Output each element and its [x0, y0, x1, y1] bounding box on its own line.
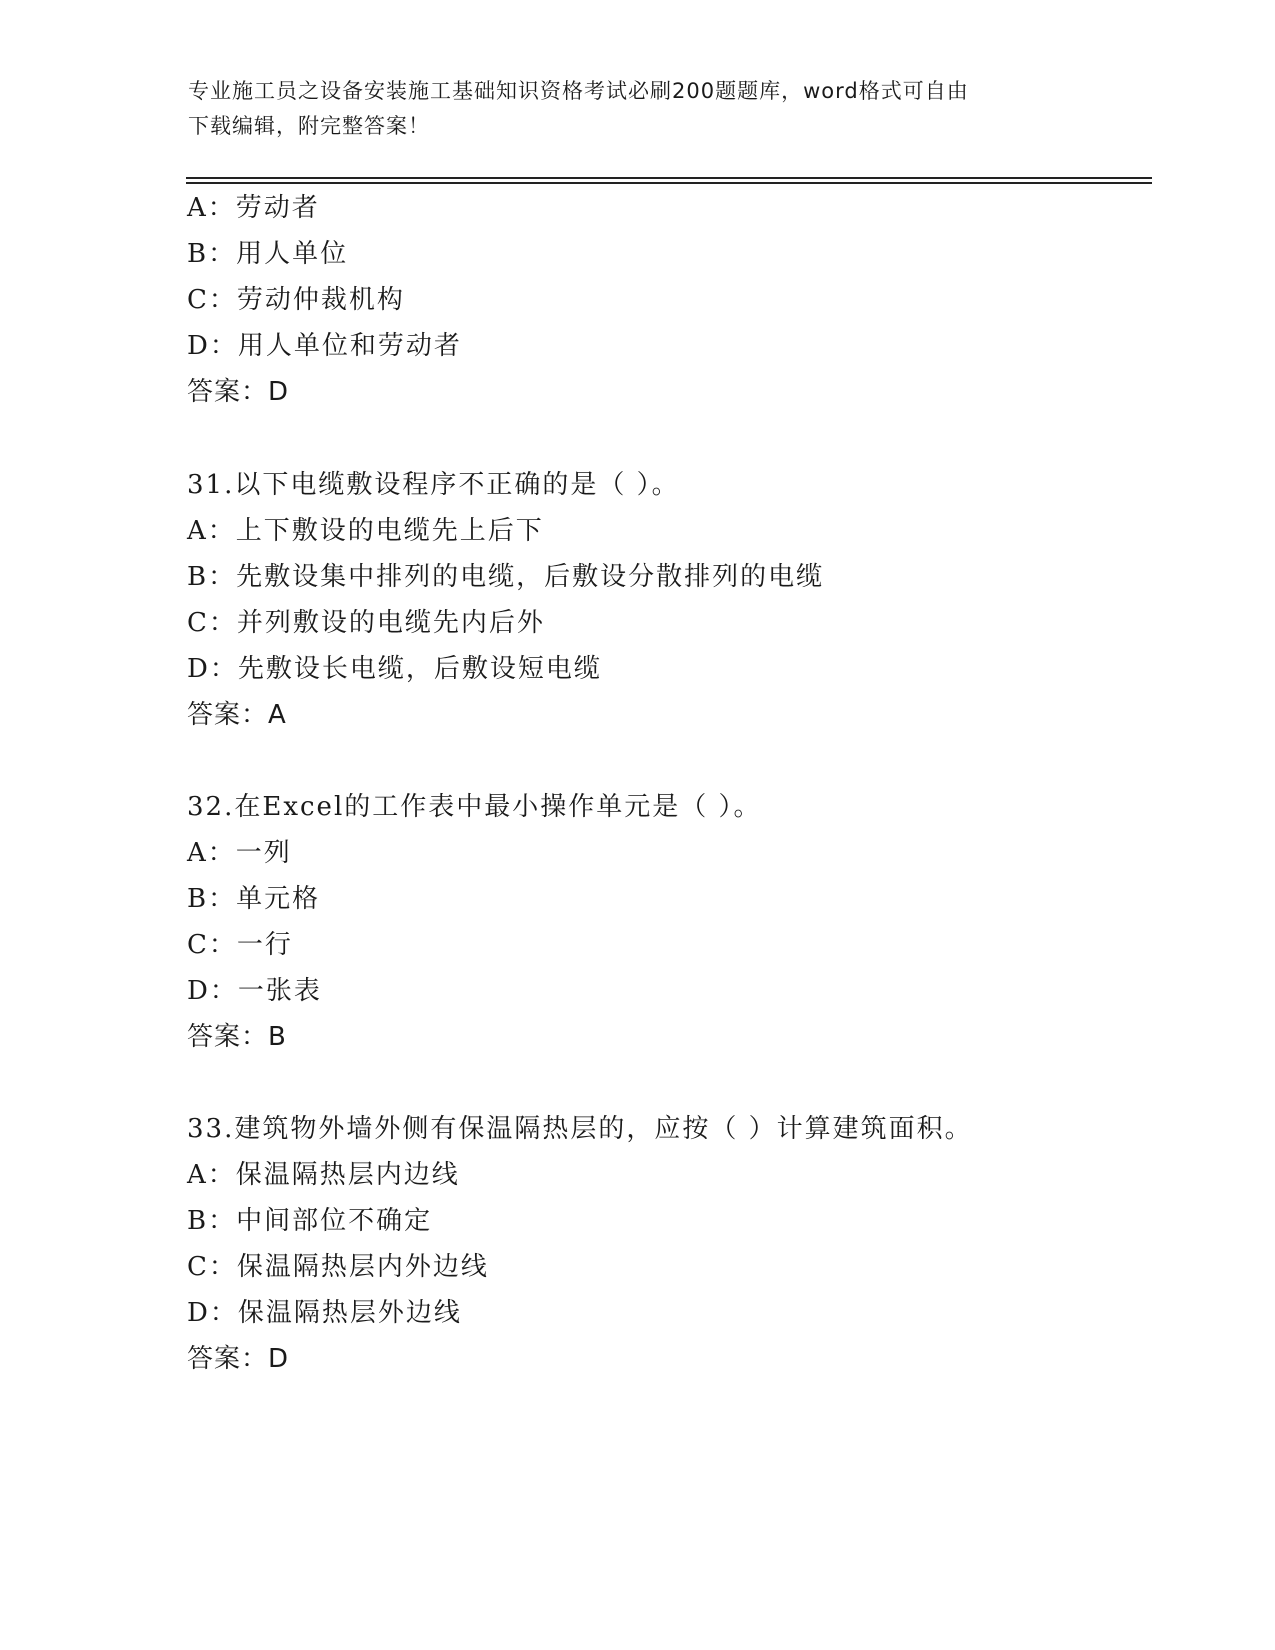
- answer: 答案：D: [187, 1344, 290, 1374]
- question-stem: 31.以下电缆敷设程序不正确的是（ ）。: [187, 470, 680, 500]
- option-b: B：用人单位: [187, 239, 349, 269]
- option-a: A：上下敷设的电缆先上后下: [187, 516, 544, 546]
- answer: 答案：D: [187, 377, 290, 407]
- option-a: A：一列: [187, 838, 292, 868]
- document-header: [188, 74, 1088, 144]
- question-stem: 32.在Excel的工作表中最小操作单元是（ ）。: [187, 792, 762, 822]
- header-divider-bottom: [186, 182, 1152, 184]
- header-divider-top: [186, 177, 1152, 179]
- option-b: B：中间部位不确定: [187, 1206, 433, 1236]
- option-d: D：一张表: [187, 976, 322, 1006]
- option-c: C：劳动仲裁机构: [187, 285, 405, 315]
- option-a: A：保温隔热层内边线: [187, 1160, 460, 1190]
- answer: 答案：A: [187, 700, 287, 730]
- option-a: A：劳动者: [187, 193, 320, 223]
- option-d: D：先敷设长电缆，后敷设短电缆: [187, 654, 602, 684]
- option-d: D：保温隔热层外边线: [187, 1298, 462, 1328]
- answer: 答案：B: [187, 1022, 287, 1052]
- option-d: D：用人单位和劳动者: [187, 331, 462, 361]
- header-line-2: 下载编辑，附完整答案！: [188, 114, 430, 138]
- option-c: C：一行: [187, 930, 293, 960]
- option-c: C：并列敷设的电缆先内后外: [187, 608, 545, 638]
- header-line-1: 专业施工员之设备安装施工基础知识资格考试必刷200题题库，word格式可自由: [188, 79, 969, 103]
- option-b: B：单元格: [187, 884, 321, 914]
- option-b: B：先敷设集中排列的电缆，后敷设分散排列的电缆: [187, 562, 825, 592]
- option-c: C：保温隔热层内外边线: [187, 1252, 489, 1282]
- question-stem: 33.建筑物外墙外侧有保温隔热层的，应按（ ）计算建筑面积。: [187, 1114, 973, 1144]
